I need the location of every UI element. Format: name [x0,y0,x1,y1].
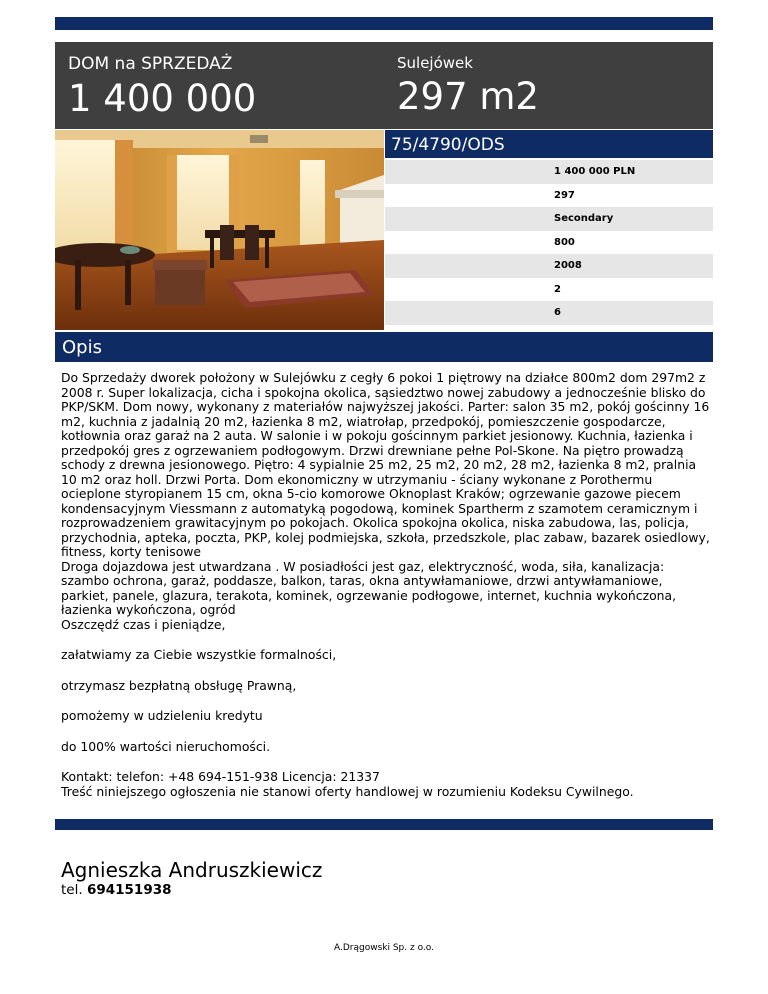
property-photo [55,130,384,330]
agent-name: Agnieszka Andruszkiewicz [61,858,323,882]
spec-market: Secondary [385,207,713,231]
spec-floors: 2 [554,283,561,295]
listing-type: DOM na SPRZEDAŻ [68,54,233,74]
section-title: Opis [62,337,102,358]
description-contact: Kontakt: telefon: +48 694-151-938 Licencja: 21337 [61,769,380,784]
spec-area: 297 [554,189,575,201]
listing-area: 297 m2 [397,75,539,118]
header-left [68,54,257,120]
description-save: Oszczędź czas i pieniądze, [61,616,226,632]
agent-tel-label: tel. [61,882,83,898]
description-value: do 100% wartości nieruchomości. [61,738,271,754]
description-credit: pomożemy w udzieleniu kredytu [61,708,263,723]
spec-price: 1 400 000 PLN [385,160,713,184]
living-room-image [55,130,384,330]
description-body [61,371,713,799]
footer-company: A.Drągowski Sp. z o.o. [334,943,434,953]
description-legal: otrzymasz bezpłatną obsługę Prawną, [61,677,297,693]
spec-rooms: 6 [385,301,713,325]
top-divider-bar [55,17,713,30]
description-formalities: załatwiamy za Ciebie wszystkie formalności, [61,647,337,662]
header-right [397,54,539,118]
listing-header [55,42,713,129]
agent-block [61,858,322,898]
description-header [55,332,713,362]
specs-table [385,160,713,325]
description-road: Droga dojazdowa jest utwardzana . W posiadłości jest gaz, elektryczność, woda, siła, kanalizacja: szambo ochrona, garaż, poddasze, balkon, taras, okna antywłamaniowe, drzwi antywłamaniowe, parkiet, panele, glazura, terakota, kominek, ogrzewanie podłogowe, internet, kuchnia wykończona, łazienka wykończona, ogród [61,558,677,617]
agent-phone: 694151938 [86,882,172,898]
reference-bar [385,130,713,158]
spec-plot-area: 800 [554,236,575,248]
description-disclaimer: Treść niniejszego ogłoszenia nie stanowi oferty handlowej w rozumieniu Kodeksu Cywilnego. [61,783,634,799]
spec-year: 2008 [385,254,713,278]
listing-city: Sulejówek [397,54,473,72]
agent-phone-line [61,882,322,898]
bottom-divider-bar [55,819,713,830]
description-main: Do Sprzedaży dworek położony w Sulejówku z cegły 6 pokoi 1 piętrowy na działce 800m2 dom 297m2 z 2008 r. Super lokalizacja, cicha i spokojna okolica, sąsiedztwo nowej zabudowy a jednocześnie blisko do PKP/SKM. Dom nowy, wykonany z materiałów najwyższej jakości. Parter: salon 35 m2, pokój gościnny 16 m2, kuchnia z jadalnią 20 m2, łazienka 8 m2, wiatrołap, przedpokój, pomieszczenie gospodarcze, kotłownia oraz garaż na 2 auta. W salonie i w pokoju gościnnym parkiet jesionowy. Kuchnia, łazienka i przedpokój gres z ogrzewaniem podłogowym. Drzwi drewniane pełne Pol-Skone. Na piętro prowadzą schody z drewna jesionowego. Piętro: 4 sypialnie 25 m2, 25 m2, 20 m2, 28 m2, łazienka 8 m2, pralnia 10 m2 oraz holl. Drzwi Porta. Dom ekonomiczny w utrzymaniu - ściany wykonane z Porothermu ocieplone styropianem 15 cm, okna 5-cio komorowe Oknoplast Kraków; ogrzewanie gazowe piecem kondensacyjnym Viessmann z automatyką pogodową, kominek Spartherm z szamotem ceramicznym i rozprowadzeniem grawitacyjnym po pokojach. Okolica spokojna okolica, niska zabudowa, las, policja, przychodnia, apteka, poczta, PKP, kolej podmiejska, szkoła, przedszkole, plac zabaw, bazarek osiedlowy, fitness, korty tenisowe [61,370,710,559]
listing-price: 1 400 000 [68,77,257,120]
reference-number: 75/4790/ODS [391,135,505,155]
